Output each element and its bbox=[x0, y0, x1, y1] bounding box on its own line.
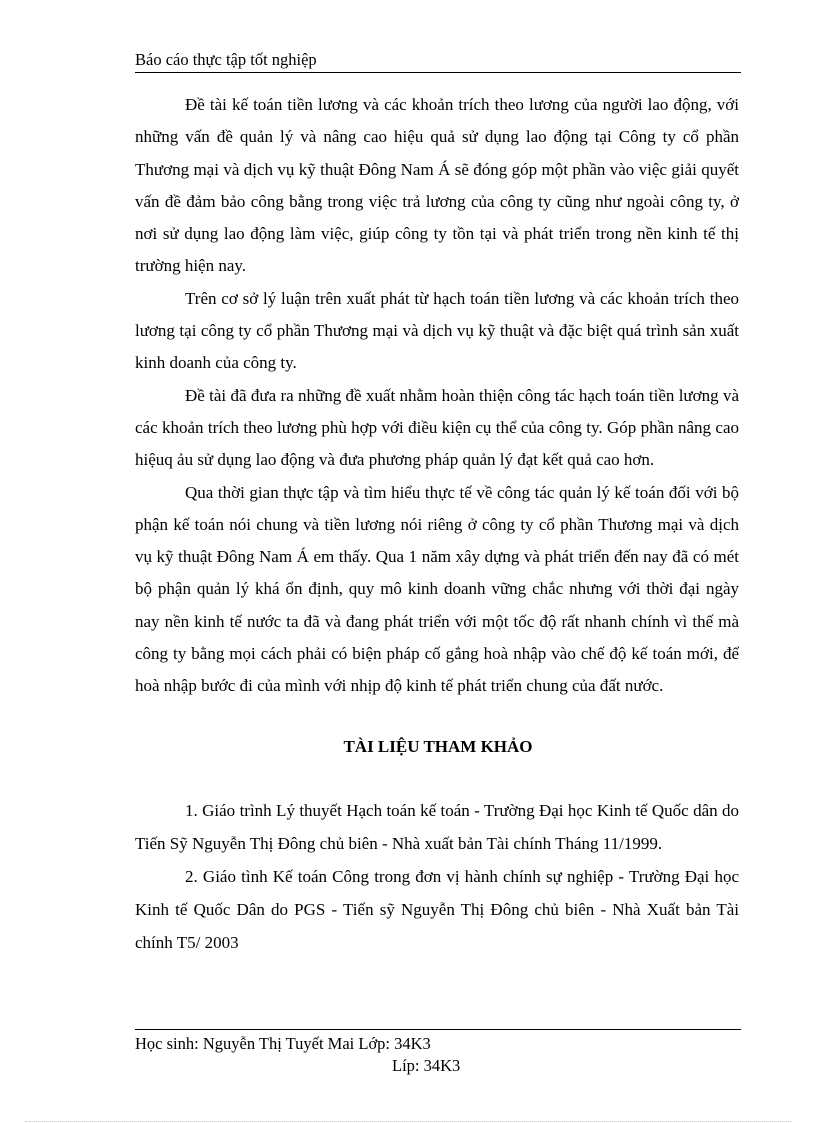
reference-item: 2. Giáo tình Kế toán Công trong đơn vị hành chính sự nghiệp - Trường Đại học Kinh tế Quốc Dân do PGS - Tiến sỹ Nguyễn Thị Đông chủ biên - Nhà Xuất bản Tài chính T5/ 2003 bbox=[135, 867, 739, 952]
footer-student: Học sinh: Nguyễn Thị Tuyết Mai Lớp: 34K3 bbox=[135, 1034, 431, 1053]
body-paragraph: Đề tài đã đưa ra những đề xuất nhằm hoàn thiện công tác hạch toán tiền lương và các khoản trích theo lương phù hợp với điều kiện cụ thể của công ty. Góp phần nâng cao hiệuq ảu sử dụng lao động và đưa phương pháp quản lý đạt kết quả cao hơn. bbox=[135, 385, 739, 470]
page-edge bbox=[25, 1121, 791, 1122]
body-paragraph: Qua thời gian thực tập và tìm hiểu thực tế về công tác quản lý kế toán đối với bộ phận kế toán nói chung và tiền lương nói riêng ở công ty cổ phần Thương mại và dịch vụ kỹ thuật Đông Nam Á em thấy. Qua 1 năm xây dựng và phát triển đến nay đã có mét bộ phận quản lý khá ổn định, quy mô kinh doanh vững chắc nhưng với thời đại ngày nay nền kinh tế nước ta đã và đang phát triển với một tốc độ rất nhanh chính vì thế mà công ty bằng mọi cách phải có biện pháp cố gắng hoà nhập vào chế độ kế toán mới, để hoà nhập bước đi của mình với nhịp độ kinh tế phát triển chung của đất nước. bbox=[135, 482, 739, 696]
body-paragraph: Trên cơ sở lý luận trên xuất phát từ hạch toán tiền lương và các khoản trích theo lương tại công ty cổ phần Thương mại và dịch vụ kỹ thuật và đặc biệt quá trình sản xuất kinh doanh của công ty. bbox=[135, 288, 739, 373]
page-header bbox=[135, 50, 741, 73]
references-title: TÀI LIỆU THAM KHẢO bbox=[343, 737, 533, 756]
references-list bbox=[135, 794, 739, 959]
footer-class: Líp: 34K3 bbox=[392, 1056, 461, 1075]
header-title: Báo cáo thực tập tốt nghiệp bbox=[135, 50, 317, 69]
body-paragraph: Đề tài kế toán tiền lương và các khoản trích theo lương của người lao động, với những vấn đề quản lý và nâng cao hiệu quả sử dụng lao động tại Công ty cổ phần Thương mại và dịch vụ kỹ thuật Đông Nam Á sẽ đóng góp một phần vào việc giải quyết vấn đề đảm bảo công bằng trong việc trả lương của công ty cũng như ngoài công ty, ở nơi sử dụng lao động làm việc, giúp công ty tồn tại và phát triển trong nền kinh tế thị trường hiện nay. bbox=[135, 95, 739, 276]
footer-divider bbox=[135, 1029, 741, 1030]
reference-item: 1. Giáo trình Lý thuyết Hạch toán kế toán - Trường Đại học Kinh tế Quốc dân do Tiến Sỹ Nguyễn Thị Đông chủ biên - Nhà xuất bản Tài chính Tháng 11/1999. bbox=[135, 801, 739, 853]
body-text bbox=[135, 89, 739, 703]
